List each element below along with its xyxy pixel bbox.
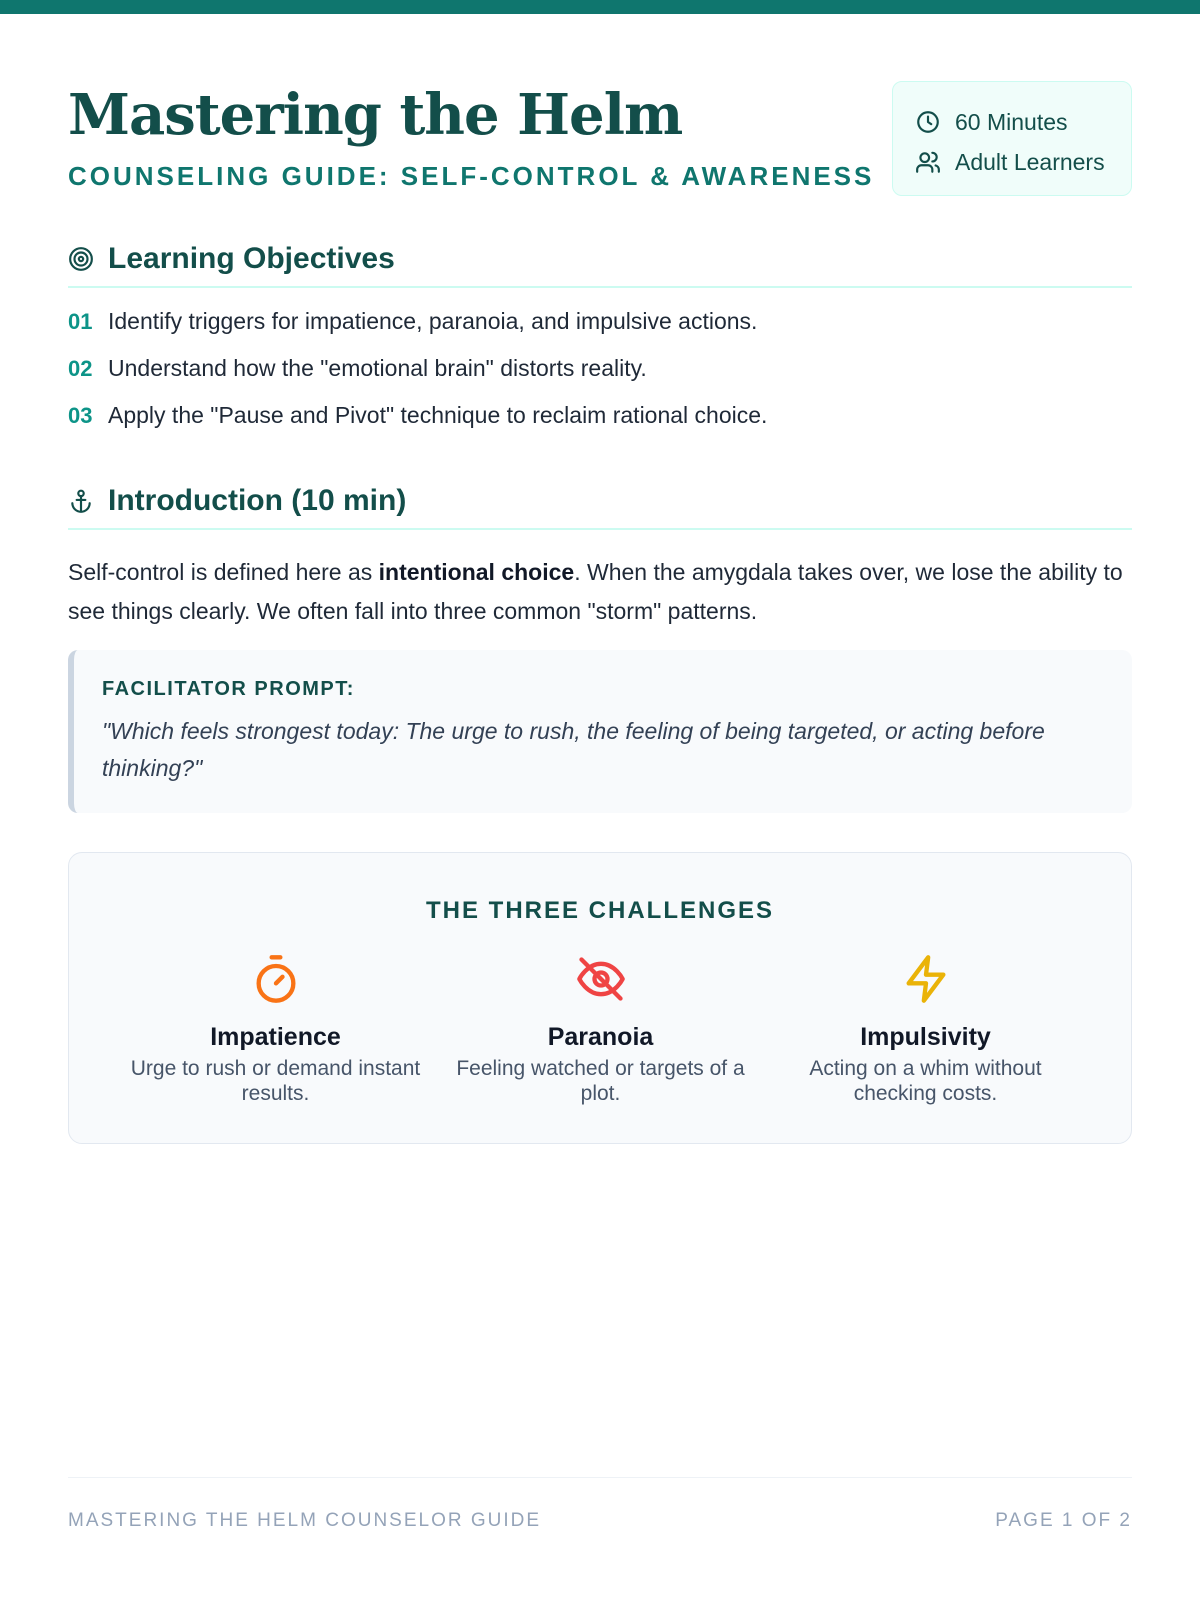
objective-number: 03 — [68, 403, 93, 428]
list-item — [68, 355, 1132, 402]
objective-text: Apply the "Pause and Pivot" technique to reclaim rational choice. — [108, 402, 768, 428]
prompt-text: "Which feels strongest today: The urge to rush, the feeling of being targeted, or acting before thinking?" — [102, 718, 1045, 781]
challenges-title: THE THREE CHALLENGES — [425, 897, 774, 924]
footer-page-number: PAGE 1 OF 2 — [995, 1510, 1132, 1531]
challenge-impatience — [113, 953, 438, 1106]
duration-text: 60 Minutes — [955, 108, 1068, 135]
audience-row — [915, 142, 1131, 182]
intro-paragraph — [68, 553, 1132, 631]
intro-heading: Introduction (10 min) — [108, 484, 407, 517]
objective-number: 02 — [68, 356, 93, 381]
guide-page — [68, 0, 1132, 1600]
prompt-label: FACILITATOR PROMPT: — [102, 678, 355, 700]
challenge-description: Acting on a whim without checking costs. — [809, 1057, 1042, 1105]
anchor-icon — [68, 488, 94, 514]
users-icon — [915, 149, 941, 175]
audience-text: Adult Learners — [955, 148, 1105, 175]
target-icon — [68, 246, 94, 272]
session-meta-box — [892, 81, 1132, 196]
challenge-paranoia — [438, 953, 763, 1106]
objectives-list — [68, 308, 1132, 449]
intro-text-end: . When the amygdala takes over, we lose the ability to see things clearly. We often fall into three common "storm" patterns. — [68, 559, 1123, 624]
stopwatch-icon — [250, 953, 302, 1005]
eye-off-icon — [575, 953, 627, 1005]
challenge-description: Urge to rush or demand instant results. — [130, 1057, 421, 1105]
objective-number: 01 — [68, 309, 93, 334]
challenge-name: Impatience — [210, 1023, 341, 1051]
facilitator-prompt-box — [68, 650, 1132, 813]
duration-row — [915, 102, 1131, 142]
challenge-name: Impulsivity — [860, 1023, 991, 1051]
objective-text: Identify triggers for impatience, paranoia, and impulsive actions. — [108, 308, 758, 334]
challenge-impulsivity — [763, 953, 1088, 1106]
intro-text-start: Self-control is defined here as — [68, 559, 379, 585]
footer-divider — [68, 1477, 1132, 1478]
clock-icon — [915, 109, 941, 135]
challenge-name: Paranoia — [547, 1023, 654, 1051]
objectives-heading: Learning Objectives — [108, 242, 395, 275]
challenges-grid — [113, 953, 1089, 1106]
lightning-icon — [900, 953, 952, 1005]
list-item — [68, 402, 1132, 449]
footer-guide-name: MASTERING THE HELM COUNSELOR GUIDE — [68, 1510, 542, 1531]
challenge-description: Feeling watched or targets of a plot. — [456, 1057, 745, 1105]
page-subtitle: COUNSELING GUIDE: SELF-CONTROL & AWARENESS — [68, 161, 875, 191]
page-title: Mastering the Helm — [68, 82, 683, 148]
challenges-card — [68, 852, 1132, 1144]
objectives-section-heading — [68, 232, 1132, 288]
objective-text: Understand how the "emotional brain" distorts reality. — [108, 355, 647, 381]
list-item — [68, 308, 1132, 355]
intro-text-bold: intentional choice — [378, 559, 575, 585]
intro-section-heading — [68, 474, 1132, 530]
